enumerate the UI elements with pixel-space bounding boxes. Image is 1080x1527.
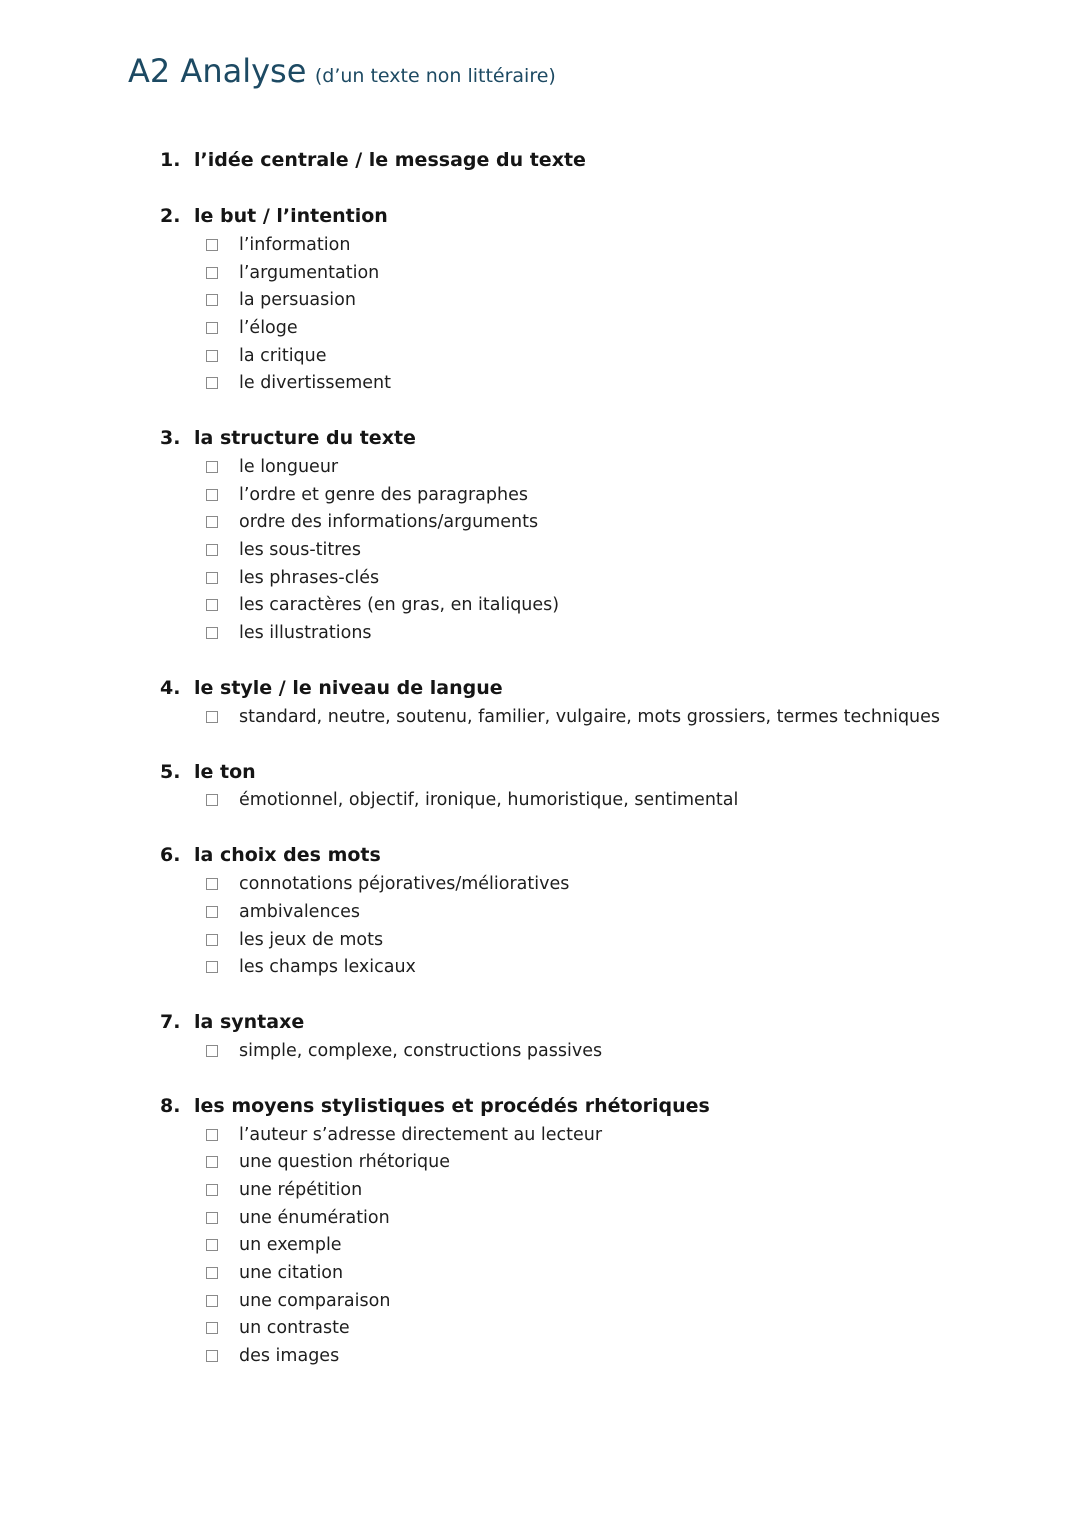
section-heading-text: les moyens stylistiques et procédés rhétoriques bbox=[194, 1094, 710, 1117]
checklist-item-label: les illustrations bbox=[239, 623, 372, 644]
checklist-item bbox=[206, 286, 1040, 314]
checklist-item bbox=[206, 592, 1040, 620]
checklist-item-label: le longueur bbox=[239, 456, 339, 477]
checklist-item bbox=[206, 1342, 1040, 1370]
section-heading bbox=[160, 201, 1040, 231]
checklist-item bbox=[206, 787, 1040, 815]
section-number: 3. bbox=[160, 427, 181, 450]
section-heading-text: la structure du texte bbox=[194, 427, 416, 450]
section-heading-text: le ton bbox=[194, 760, 256, 783]
section-6 bbox=[160, 840, 1040, 981]
checklist bbox=[160, 231, 1040, 397]
checkbox-icon[interactable] bbox=[206, 961, 218, 973]
section-5 bbox=[160, 757, 1040, 815]
checklist-item-label: les champs lexicaux bbox=[239, 957, 416, 978]
checklist-item-label: ordre des informations/arguments bbox=[239, 512, 539, 533]
checklist-item-label: émotionnel, objectif, ironique, humoristique, sentimental bbox=[239, 790, 739, 811]
checklist-item-label: une question rhétorique bbox=[239, 1152, 451, 1173]
checklist-item bbox=[206, 536, 1040, 564]
section-heading bbox=[160, 840, 1040, 870]
section-heading-text: la syntaxe bbox=[194, 1011, 305, 1034]
section-7 bbox=[160, 1007, 1040, 1065]
checkbox-icon[interactable] bbox=[206, 322, 218, 334]
section-heading bbox=[160, 1091, 1040, 1121]
title-main: A2 Analyse bbox=[128, 52, 307, 90]
checkbox-icon[interactable] bbox=[206, 1045, 218, 1057]
checklist-item bbox=[206, 703, 1040, 731]
checkbox-icon[interactable] bbox=[206, 516, 218, 528]
section-heading-text: le but / l’intention bbox=[194, 205, 388, 227]
checklist bbox=[160, 787, 1040, 815]
checklist-item-label: une citation bbox=[239, 1263, 344, 1284]
section-1 bbox=[160, 145, 1040, 175]
checkbox-icon[interactable] bbox=[206, 461, 218, 473]
checklist-item bbox=[206, 870, 1040, 898]
checklist-item bbox=[206, 1037, 1040, 1065]
checklist-item bbox=[206, 926, 1040, 954]
checklist-item-label: des images bbox=[239, 1346, 340, 1367]
checklist-item-label: les caractères (en gras, en italiques) bbox=[239, 595, 560, 616]
section-heading bbox=[160, 757, 1040, 787]
checklist-item-label: l’information bbox=[239, 234, 351, 255]
checkbox-icon[interactable] bbox=[206, 267, 218, 279]
checkbox-icon[interactable] bbox=[206, 489, 218, 501]
checklist-item-label: le divertissement bbox=[239, 373, 391, 394]
checklist bbox=[160, 1037, 1040, 1065]
checkbox-icon[interactable] bbox=[206, 1239, 218, 1251]
section-heading-text: la choix des mots bbox=[194, 844, 381, 867]
checkbox-icon[interactable] bbox=[206, 1184, 218, 1196]
section-number: 4. bbox=[160, 676, 181, 699]
section-heading bbox=[160, 1007, 1040, 1037]
checklist-item-label: ambivalences bbox=[239, 901, 361, 922]
title-subtitle: (d’un texte non littéraire) bbox=[314, 65, 556, 87]
checklist-item bbox=[206, 564, 1040, 592]
section-3 bbox=[160, 423, 1040, 647]
checklist-item-label: les jeux de mots bbox=[239, 929, 384, 950]
checklist-item bbox=[206, 481, 1040, 509]
checkbox-icon[interactable] bbox=[206, 377, 218, 389]
section-heading bbox=[160, 423, 1040, 453]
checklist-item-label: une répétition bbox=[239, 1179, 363, 1200]
checklist-item bbox=[206, 509, 1040, 537]
checklist-item bbox=[206, 953, 1040, 981]
section-heading-text: le style / le niveau de langue bbox=[194, 676, 503, 699]
checklist-item bbox=[206, 369, 1040, 397]
section-number: 6. bbox=[160, 844, 181, 867]
checkbox-icon[interactable] bbox=[206, 294, 218, 306]
checkbox-icon[interactable] bbox=[206, 599, 218, 611]
checklist-item-label: la critique bbox=[239, 345, 327, 366]
checkbox-icon[interactable] bbox=[206, 906, 218, 918]
section-heading bbox=[160, 145, 1040, 175]
checkbox-icon[interactable] bbox=[206, 711, 218, 723]
checklist bbox=[160, 703, 1040, 731]
checkbox-icon[interactable] bbox=[206, 544, 218, 556]
checklist-item bbox=[206, 1204, 1040, 1232]
section-4 bbox=[160, 673, 1040, 731]
checkbox-icon[interactable] bbox=[206, 1212, 218, 1224]
checklist-item bbox=[206, 1148, 1040, 1176]
checklist bbox=[160, 453, 1040, 647]
checklist-item-label: les phrases-clés bbox=[239, 567, 380, 588]
checklist-item bbox=[206, 453, 1040, 481]
checklist-item bbox=[206, 1287, 1040, 1315]
checklist bbox=[160, 1121, 1040, 1370]
checklist-item bbox=[206, 1315, 1040, 1343]
checklist-item-label: l’argumentation bbox=[239, 262, 380, 283]
checklist-item bbox=[206, 1232, 1040, 1260]
checklist-item bbox=[206, 898, 1040, 926]
checkbox-icon[interactable] bbox=[206, 878, 218, 890]
checklist-item bbox=[206, 259, 1040, 287]
checkbox-icon[interactable] bbox=[206, 1129, 218, 1141]
checklist-item bbox=[206, 1176, 1040, 1204]
checklist bbox=[160, 870, 1040, 981]
checklist-item-label: les sous-titres bbox=[239, 540, 361, 561]
checklist-item bbox=[206, 231, 1040, 259]
checklist-item bbox=[206, 1259, 1040, 1287]
checklist-item bbox=[206, 314, 1040, 342]
section-number: 1. bbox=[160, 149, 181, 171]
checklist-item-label: un contraste bbox=[239, 1318, 350, 1339]
section-number: 8. bbox=[160, 1094, 181, 1117]
section-2 bbox=[160, 201, 1040, 397]
checkbox-icon[interactable] bbox=[206, 572, 218, 584]
checklist-item-label: standard, neutre, soutenu, familier, vulgaire, mots grossiers, termes techniques bbox=[239, 706, 941, 727]
checkbox-icon[interactable] bbox=[206, 1156, 218, 1168]
checklist-item bbox=[206, 619, 1040, 647]
checkbox-icon[interactable] bbox=[206, 350, 218, 362]
checklist-item-label: l’éloge bbox=[239, 317, 298, 338]
page-title bbox=[128, 52, 556, 90]
checkbox-icon[interactable] bbox=[206, 1350, 218, 1362]
section-8 bbox=[160, 1091, 1040, 1370]
checklist-item-label: une énumération bbox=[239, 1207, 390, 1228]
checkbox-icon[interactable] bbox=[206, 1295, 218, 1307]
checklist-item bbox=[206, 342, 1040, 370]
section-list bbox=[160, 145, 1040, 1396]
checkbox-icon[interactable] bbox=[206, 934, 218, 946]
checklist-item-label: l’ordre et genre des paragraphes bbox=[239, 484, 528, 505]
checklist-item-label: simple, complexe, constructions passives bbox=[239, 1040, 603, 1061]
checkbox-icon[interactable] bbox=[206, 239, 218, 251]
checklist-item bbox=[206, 1121, 1040, 1149]
section-number: 5. bbox=[160, 760, 181, 783]
section-number: 7. bbox=[160, 1011, 181, 1034]
checklist-item-label: connotations péjoratives/mélioratives bbox=[239, 874, 570, 895]
checklist-item-label: un exemple bbox=[239, 1235, 342, 1256]
checkbox-icon[interactable] bbox=[206, 627, 218, 639]
section-number: 2. bbox=[160, 205, 181, 227]
checkbox-icon[interactable] bbox=[206, 1322, 218, 1334]
section-heading-text: l’idée centrale / le message du texte bbox=[194, 149, 586, 171]
checkbox-icon[interactable] bbox=[206, 794, 218, 806]
section-heading bbox=[160, 673, 1040, 703]
checklist-item-label: une comparaison bbox=[239, 1290, 391, 1311]
checklist-item-label: la persuasion bbox=[239, 290, 356, 311]
checklist-item-label: l’auteur s’adresse directement au lecteur bbox=[239, 1124, 603, 1145]
checkbox-icon[interactable] bbox=[206, 1267, 218, 1279]
